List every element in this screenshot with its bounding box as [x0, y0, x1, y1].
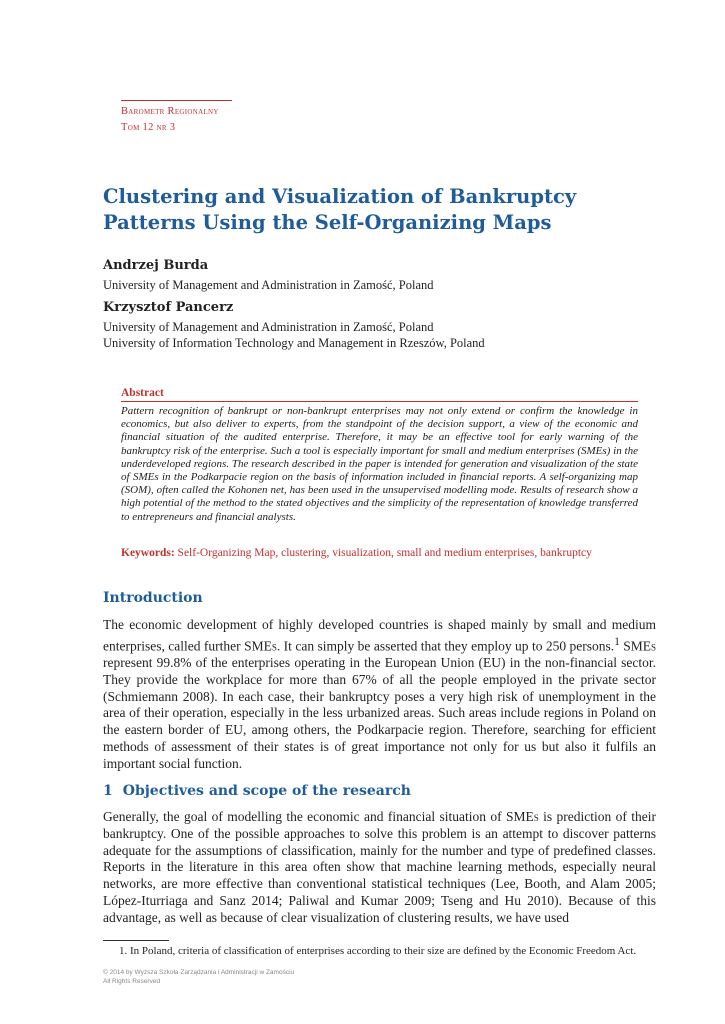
copyright-line: All Rights Reserved [103, 977, 161, 985]
copyright-line: © 2014 by Wyższa Szkoła Zarządzania i Administracji w Zamościu [103, 969, 295, 976]
section-number: 1 [103, 783, 113, 799]
author-name: Andrzej Burda [103, 258, 209, 273]
keywords-text: Self-Organizing Map, clustering, visualization, small and medium enterprises, bankruptcy [177, 547, 592, 559]
keywords [121, 547, 641, 559]
copyright [103, 969, 294, 986]
section-heading-objectives: 1 Objectives and scope of the research [103, 783, 411, 799]
footnote-ref[interactable]: 1 [614, 635, 620, 648]
abstract-rule [121, 401, 638, 402]
journal-issue: Tom 12 nr 3 [121, 122, 176, 133]
journal-header [121, 100, 232, 136]
footnote-rule [103, 940, 169, 941]
author-name: Krzysztof Pancerz [103, 300, 234, 315]
introduction-paragraph: The economic development of highly developed countries is shaped mainly by small and medium enterprises, called further SMEs. It can simply be asserted that they employ up to 250 persons.$^1$ SMEs represent 99.8% of the enterprises operating in the European Union (EU) in the non-financial sector. They provide the workplace for more than 67% of all the people employed in the private sector (Schmiemann 2008). In each case, their bankruptcy poses a very high risk of unemployment in the area of their operation, especially in the less urbanized areas. Such areas include regions in Poland on the eastern border of EU, among others, the Podkarpacie region. Therefore, searching for efficient methods of assessment of their states is of great importance not only for us but also it fulfils an important social function. [103, 617, 657, 771]
author-affiliation: University of Information Technology and Management in Rzeszów, Poland [103, 336, 485, 350]
keywords-label: Keywords: [121, 547, 175, 559]
journal-name: Barometr Regionalny [121, 106, 219, 117]
abbr-sme: SMEs [244, 638, 277, 654]
abstract-block [121, 386, 638, 524]
abbr-eu: EU [483, 655, 502, 671]
footnote-number: 1. [119, 945, 128, 957]
objectives-paragraph: Generally, the goal of modelling the economic and financial situation of SMEs is prediction of their bankruptcy. One of the possible approaches to solve this problem is an attempt to discover patterns adequate for the assumptions of classification, mainly for the number and type of predefined classes. Reports in the literature in this area often show that machine learning methods, especially neural networks, are more effective than conventional statistical techniques (Lee, Booth, and Alam 2005; López-Iturriaga and Sanz 2014; Paliwal and Kumar 2009; Tseng and Hu 2010). Because of this advantage, as well as because of clear visualization of clustering results, we have used [103, 809, 656, 925]
section-heading-introduction: Introduction [103, 590, 203, 606]
abstract-text: Pattern recognition of bankrupt or non-bankrupt enterprises may not only extend or confirm the knowledge in economics, but also deliver to experts, from the standpoint of the decision support, a view of the economic and financial situation of the audited enterprise. Therefore, it may be an effective tool for early warning of the bankruptcy risk of the enterprise. Such a tool is especially important for small and medium enterprises (SMEs) in the underdeveloped regions. The research described in the paper is intended for generation and visualization of the state of SMEs in the Podkarpacie region on the basis of information included in financial reports. A self-organizing map (SOM), often called the Kohonen net, has been used in the unsupervised modelling mode. Results of research show a high potential of the method to the stated objectives and the simplicity of the representation of knowledge transferred to entrepreneurs and financial analysts. [121, 405, 638, 523]
author-affiliation: University of Management and Administration in Zamość, Poland [103, 320, 434, 334]
author-affiliation: University of Management and Administration in Zamość, Poland [103, 278, 434, 292]
abstract-label: Abstract [121, 387, 164, 399]
footnote [119, 945, 679, 957]
journal-rule [121, 100, 232, 101]
footnote-text: In Poland, criteria of classification of enterprises according to their size are defined by the Economic Freedom Act. [130, 945, 637, 957]
paper-title: Clustering and Visualization of Bankruptcy Patterns Using the Self-Organizing Maps [103, 185, 577, 234]
